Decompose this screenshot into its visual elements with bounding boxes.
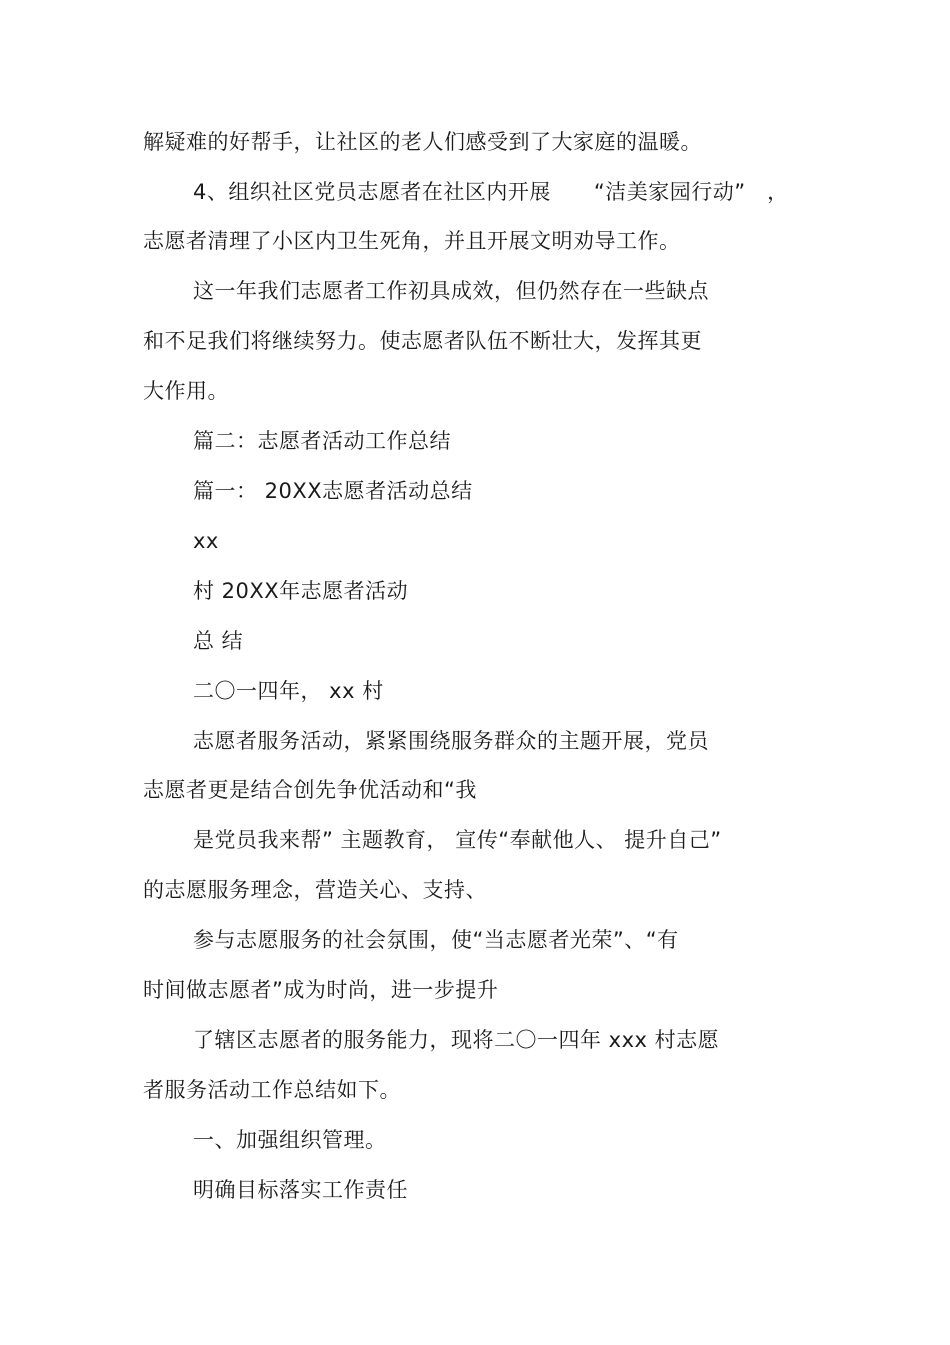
- text-line: 时间做志愿者”成为时尚，进一步提升: [143, 978, 499, 1002]
- text-line: 二〇一四年， xx 村: [193, 679, 384, 703]
- text-line: 参与志愿服务的社会氛围，使“当志愿者光荣”、“有: [193, 928, 679, 952]
- text-line: 志愿者清理了小区内卫生死角，并且开展文明劝导工作。: [143, 229, 681, 253]
- section-heading: 篇二：志愿者活动工作总结: [193, 429, 451, 453]
- text-line: 志愿者服务活动，紧紧围绕服务群众的主题开展，党员: [193, 729, 709, 753]
- text-line: 明确目标落实工作责任: [193, 1178, 408, 1202]
- section-heading: 篇一： 20XX志愿者活动总结: [193, 479, 473, 503]
- text-line: 村 20XX年志愿者活动: [193, 579, 409, 603]
- text-line: 总 结: [193, 629, 244, 653]
- text-line: xx: [193, 529, 219, 553]
- text-line: 的志愿服务理念，营造关心、支持、: [143, 878, 487, 902]
- text-line: 者服务活动工作总结如下。: [143, 1078, 401, 1102]
- text-line: 和不足我们将继续努力。使志愿者队伍不断壮大，发挥其更: [143, 329, 702, 353]
- text-line: 是党员我来帮” 主题教育， 宣传“奉献他人、 提升自己”: [193, 828, 722, 852]
- text-line: 4、组织社区党员志愿者在社区内开展 “洁美家园行动” ，: [193, 180, 789, 204]
- text-line: 志愿者更是结合创先争优活动和“我: [143, 778, 477, 802]
- text-line: 解疑难的好帮手，让社区的老人们感受到了大家庭的温暖。: [143, 130, 702, 154]
- text-line: 这一年我们志愿者工作初具成效，但仍然存在一些缺点: [193, 279, 709, 303]
- section-heading: 一、加强组织管理。: [193, 1128, 387, 1152]
- text-line: 了辖区志愿者的服务能力，现将二〇一四年 xxx 村志愿: [193, 1028, 720, 1052]
- text-line: 大作用。: [143, 379, 229, 403]
